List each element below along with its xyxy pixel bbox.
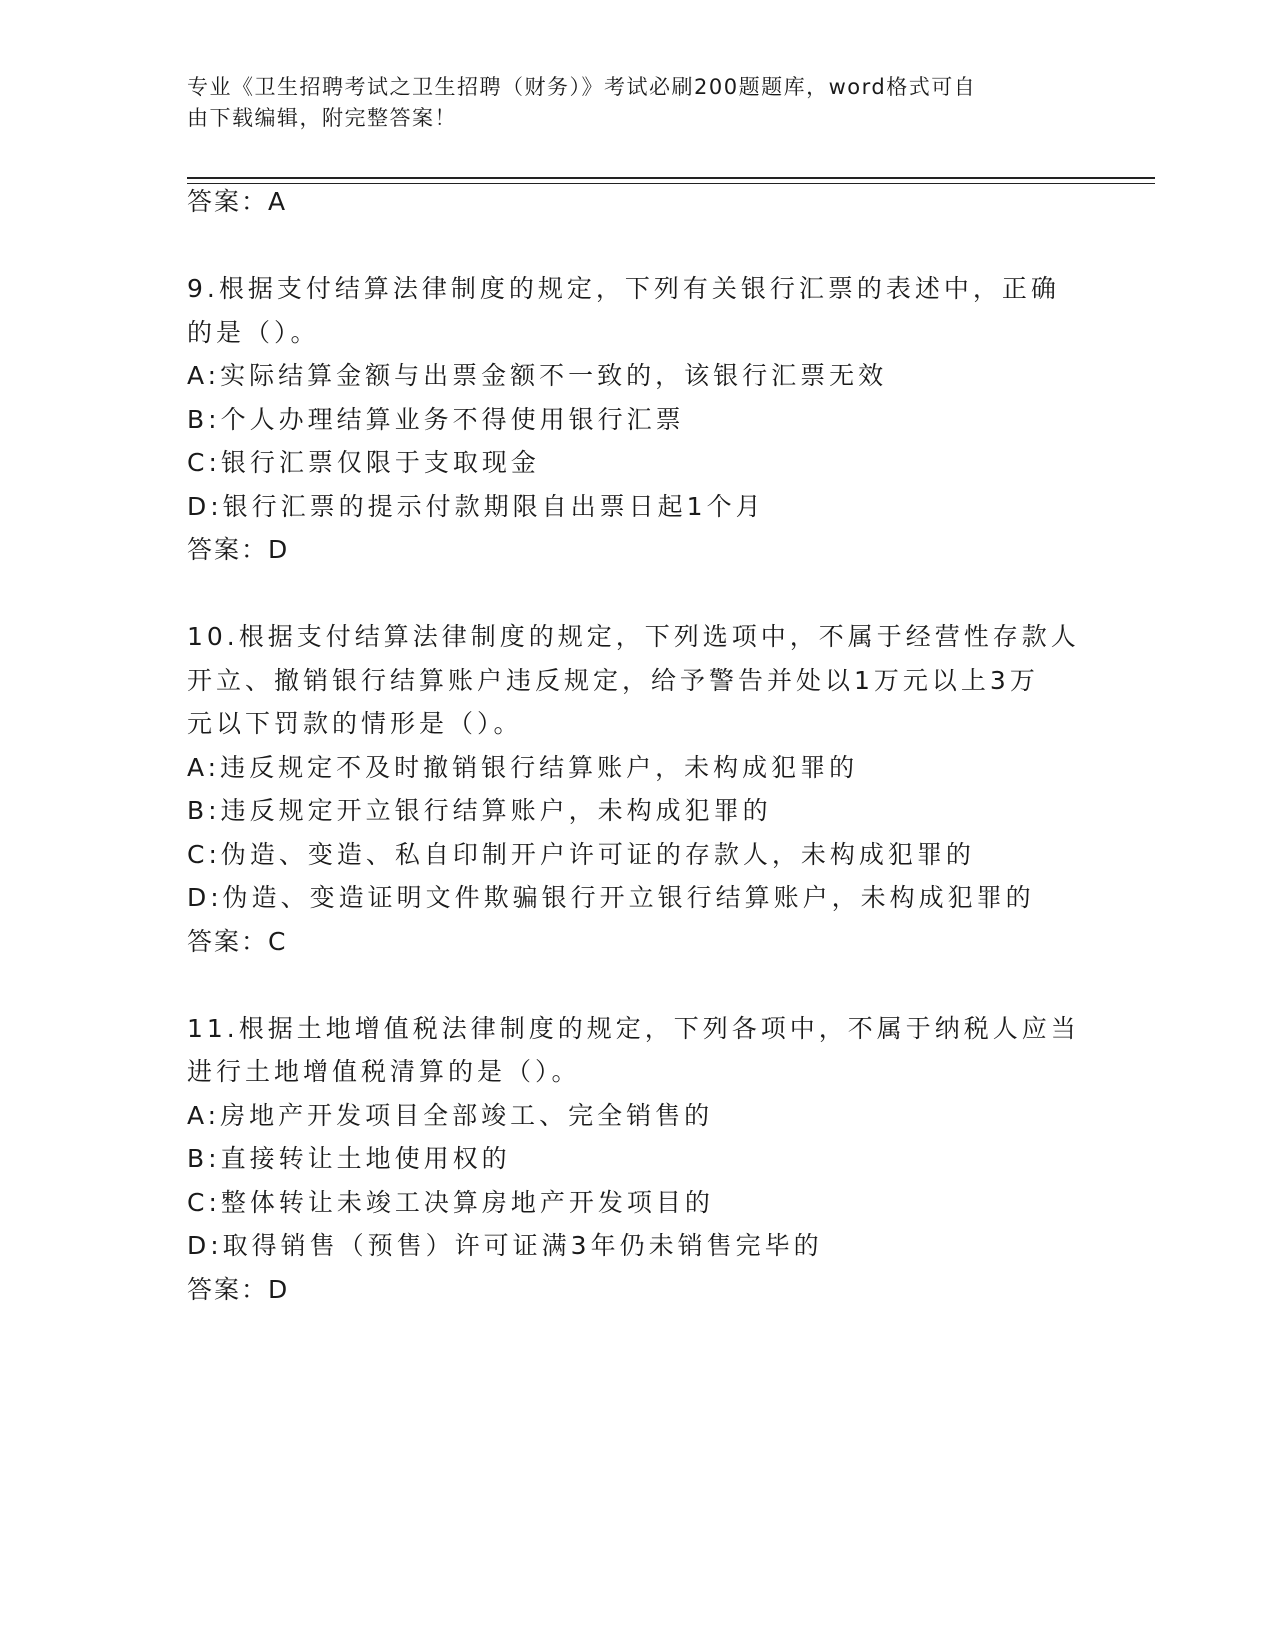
- question-10-stem-line-2: 开立、撤销银行结算账户违反规定，给予警告并处以1万元以上3万: [187, 666, 1039, 695]
- question-11-stem-line-2: 进行土地增值税清算的是（）。: [187, 1057, 581, 1086]
- question-11-option-a: A:房地产开发项目全部竣工、完全销售的: [187, 1101, 714, 1130]
- question-10-stem-line-3: 元以下罚款的情形是（）。: [187, 709, 523, 738]
- question-9-option-d: D:银行汇票的提示付款期限自出票日起1个月: [187, 492, 765, 521]
- question-10-option-d: D:伪造、变造证明文件欺骗银行开立银行结算账户，未构成犯罪的: [187, 883, 1035, 912]
- header-line-2: 由下载编辑，附完整答案！: [187, 106, 457, 130]
- question-11-answer: 答案：D: [187, 1275, 290, 1304]
- question-9-stem-line-2: 的是（）。: [187, 318, 320, 347]
- header-divider-thin: [187, 183, 1155, 184]
- question-10-answer: 答案：C: [187, 927, 288, 956]
- question-10-option-a: A:违反规定不及时撤销银行结算账户，未构成犯罪的: [187, 753, 859, 782]
- header-divider-thick: [187, 177, 1155, 179]
- previous-answer: 答案：A: [187, 187, 288, 216]
- document-header: [187, 72, 1087, 134]
- question-11-option-b: B:直接转让土地使用权的: [187, 1144, 511, 1173]
- question-9-option-b: B:个人办理结算业务不得使用银行汇票: [187, 405, 685, 434]
- question-9-option-c: C:银行汇票仅限于支取现金: [187, 448, 540, 477]
- question-11-option-d: D:取得销售（预售）许可证满3年仍未销售完毕的: [187, 1231, 823, 1260]
- question-11-option-c: C:整体转让未竣工决算房地产开发项目的: [187, 1188, 714, 1217]
- question-10-option-b: B:违反规定开立银行结算账户，未构成犯罪的: [187, 796, 772, 825]
- question-11-stem-line-1: 11.根据土地增值税法律制度的规定，下列各项中，不属于纳税人应当: [187, 1014, 1080, 1043]
- header-line-1: 专业《卫生招聘考试之卫生招聘（财务）》考试必刷200题题库，word格式可自: [187, 75, 977, 99]
- question-10-option-c: C:伪造、变造、私自印制开户许可证的存款人，未构成犯罪的: [187, 840, 975, 869]
- question-9-answer: 答案：D: [187, 535, 290, 564]
- question-9-stem-line-1: 9.根据支付结算法律制度的规定，下列有关银行汇票的表述中，正确: [187, 274, 1060, 303]
- question-9-option-a: A:实际结算金额与出票金额不一致的，该银行汇票无效: [187, 361, 888, 390]
- question-10-stem-line-1: 10.根据支付结算法律制度的规定，下列选项中，不属于经营性存款人: [187, 622, 1080, 651]
